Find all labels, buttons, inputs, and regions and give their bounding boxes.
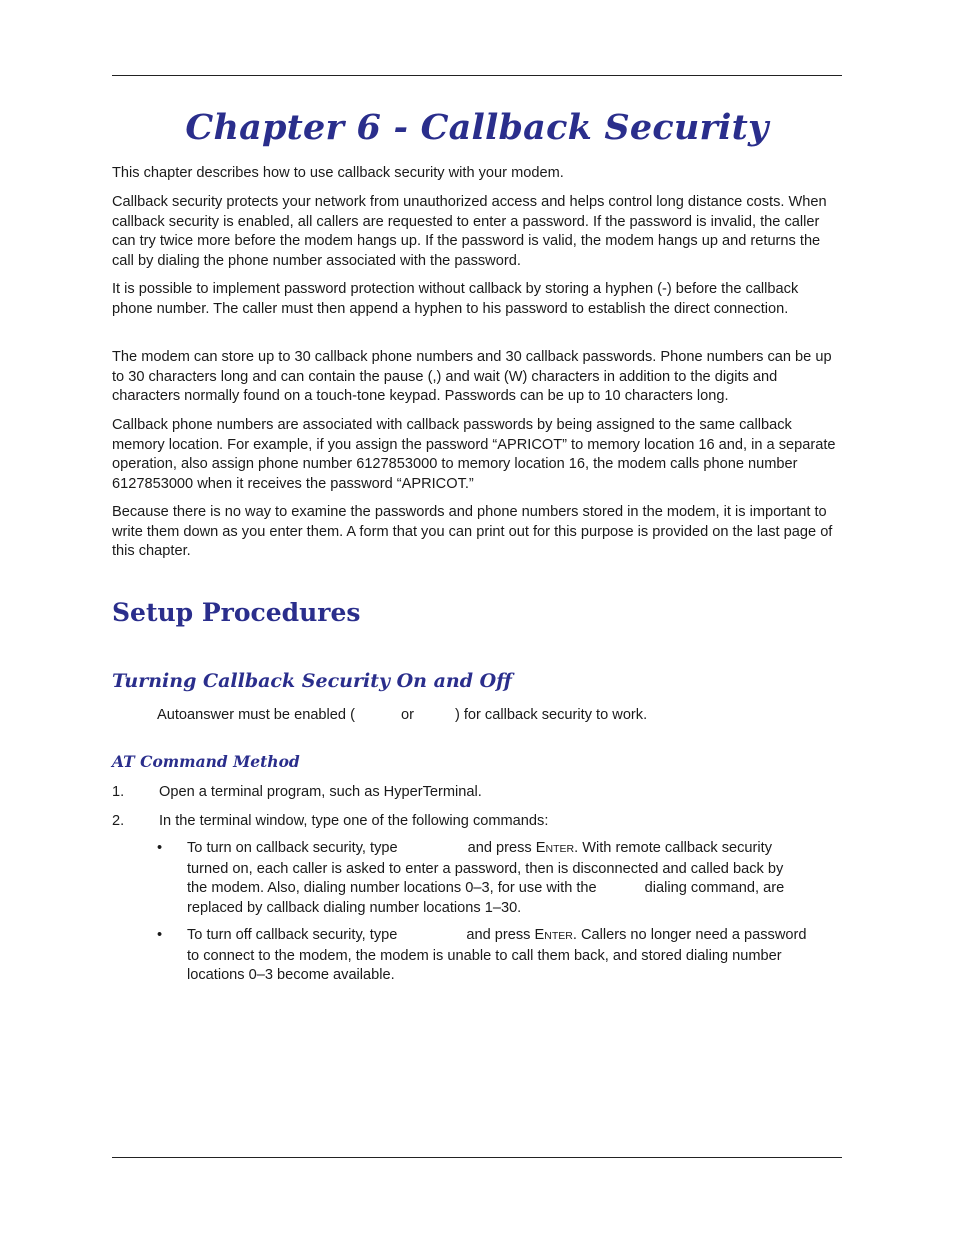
bullet-on-line2: turned on, each caller is asked to enter a password, then is disconnected and called back by <box>187 860 784 877</box>
intro-paragraph: It is possible to implement password protection without callback by storing a hyphen (-) before the callback phone number. The caller must then append a hyphen to his password to establish the direct connection. <box>112 281 799 317</box>
note-part2: or <box>400 707 414 723</box>
intro-paragraph: Callback security protects your network from unauthorized access and helps control long distance costs. When callback security is enabled, all callers are requested to enter a password. If the password is invalid, the caller can try twice more before the modem hangs up. If the password is valid, the modem hangs up and returns the call by dialing the phone number associated with the password. <box>112 194 827 269</box>
bullet-icon: • <box>157 927 163 943</box>
step-number: 1. <box>112 784 125 800</box>
autoanswer-note <box>157 706 647 726</box>
enter-key-label: NTER <box>545 843 575 855</box>
intro-paragraph: Because there is no way to examine the passwords and phone numbers stored in the modem, it is important to write them down as you enter them. A form that you can print out for this purpose is provided on the last page of this chapter. <box>112 504 833 559</box>
intro-paragraph: This chapter describes how to use callback security with your modem. <box>112 165 564 181</box>
note-part3: ) for callback security to work. <box>454 707 648 723</box>
header-rule <box>112 75 842 76</box>
section-heading-setup-procedures: Setup Procedures <box>112 598 361 627</box>
intro-paragraph: The modem can store up to 30 callback phone numbers and 30 callback passwords. Phone numbers can be up to 30 characters long and can contain the pause (,) and wait (W) characters in addition to the digits and characters normally found on a touch-tone keypad. Passwords can be up to 10 characters long. <box>112 349 832 404</box>
bullet-off-text-c: . Callers no longer need a password <box>572 927 807 943</box>
bullet-on-text-a: To turn on callback security, type <box>187 840 398 856</box>
step-text: Open a terminal program, such as HyperTerminal. <box>159 784 482 800</box>
bullet-on-line3a: the modem. Also, dialing number locations 0–3, for use with the <box>187 880 597 896</box>
bullet-on-text-b: and press E <box>467 840 546 856</box>
bullet-on-text-c: . With remote callback security <box>574 840 772 856</box>
chapter-title: Chapter 6 - Callback Security <box>185 107 769 148</box>
bullet-on-line4: replaced by callback dialing number locations 1–30. <box>187 899 522 916</box>
bullet-icon: • <box>157 840 163 856</box>
bullet-off-line3: locations 0–3 become available. <box>187 967 395 983</box>
bullet-on-line3b: dialing command, are <box>644 880 785 896</box>
step-number: 2. <box>112 813 125 829</box>
subsection-heading-turning-callback: Turning Callback Security On and Off <box>112 670 512 692</box>
subsubsection-heading-at-command: AT Command Method <box>112 752 300 771</box>
footer-rule <box>112 1157 842 1158</box>
bullet-off-text-b: and press E <box>466 927 545 943</box>
bullet-off-line2: to connect to the modem, the modem is unable to call them back, and stored dialing number <box>187 947 782 964</box>
step-text: In the terminal window, type one of the following commands: <box>159 813 549 829</box>
enter-key-label: NTER <box>544 930 573 942</box>
bullet-off-text-a: To turn off callback security, type <box>187 927 398 943</box>
intro-paragraph: Callback phone numbers are associated with callback passwords by being assigned to the same callback memory location. For example, if you assign the password “APRICOT” to memory location 16 and, in a separate operation, also assign phone number 6127853000 to memory location 16, the modem calls phone number 6127853000 when it receives the password “APRICOT.” <box>112 417 836 492</box>
note-part1: Autoanswer must be enabled ( <box>157 707 355 723</box>
